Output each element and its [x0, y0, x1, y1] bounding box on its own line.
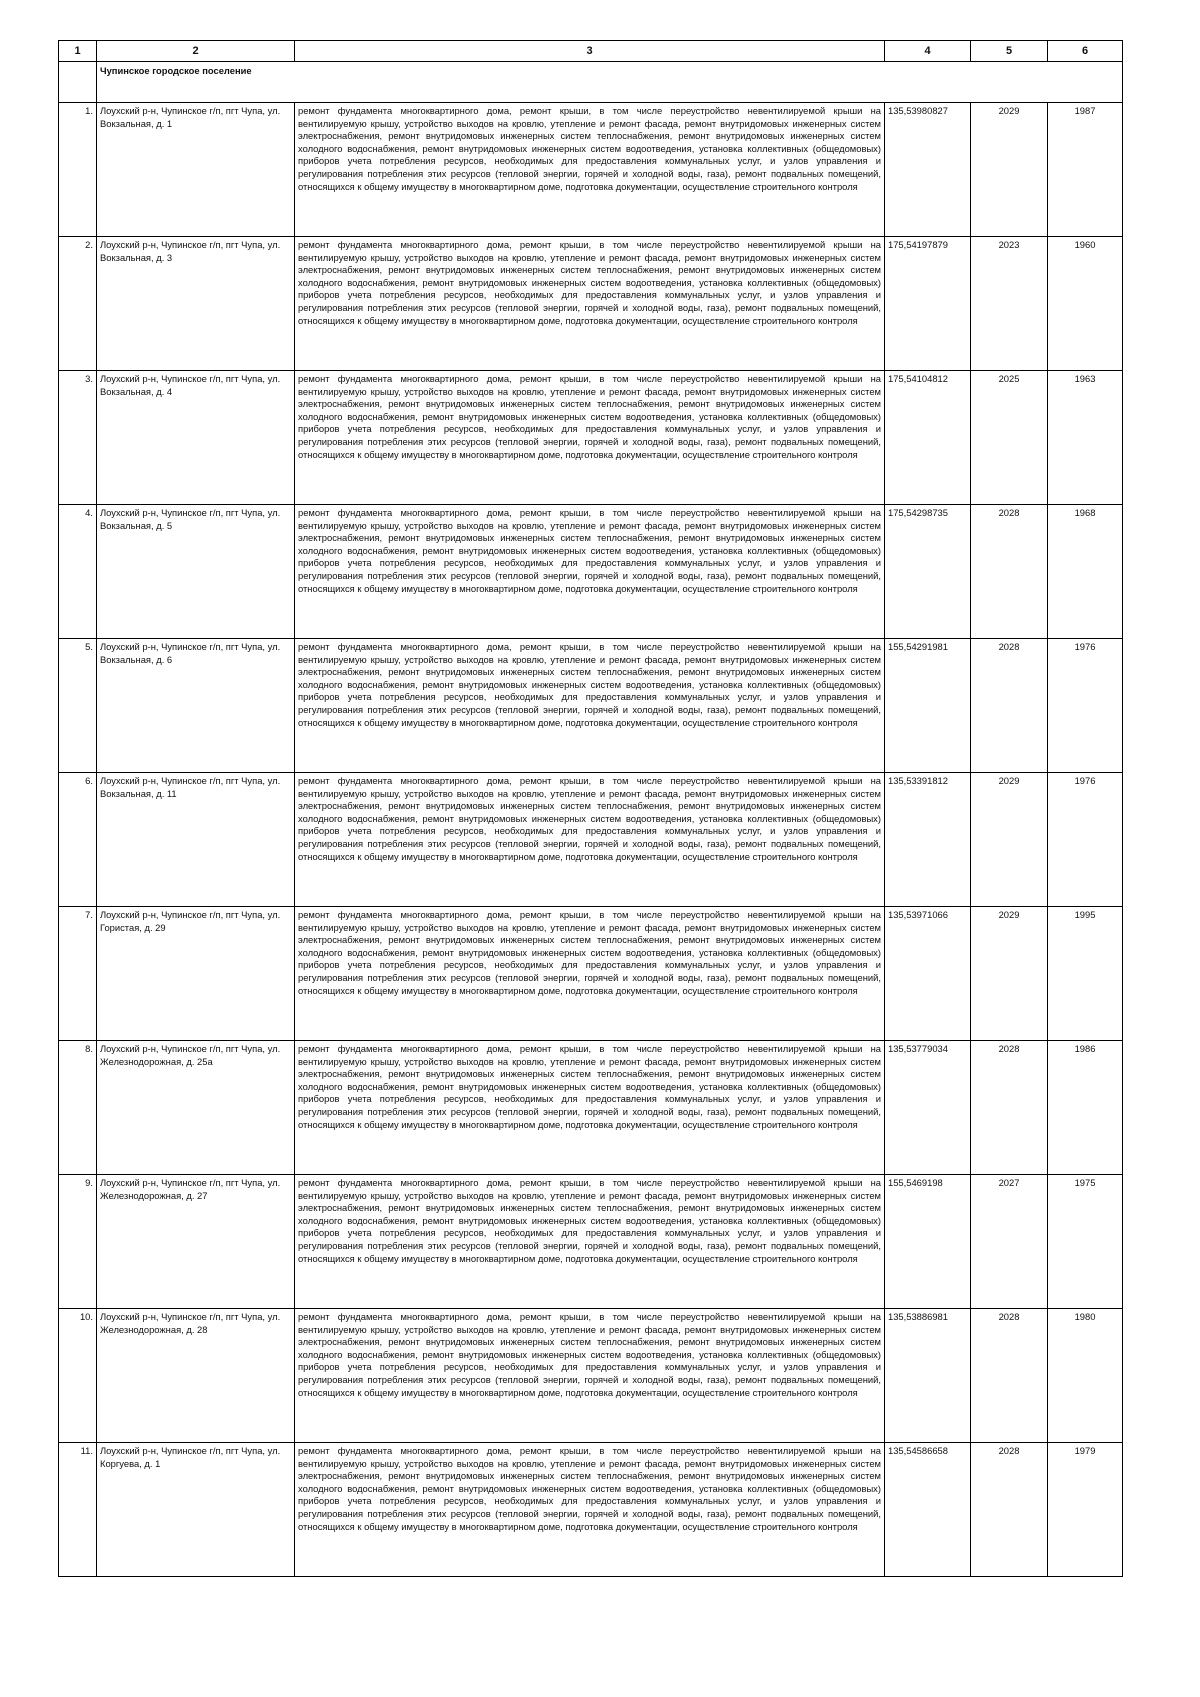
cost-value: 175,54298735 — [885, 505, 971, 639]
works-description: ремонт фундамента многоквартирного дома, ремонт крыши, в том числе переустройство невентилируемой крыши на вентилируемую крышу, устройство выходов на кровлю, утепление и ремонт фасада, ремонт внутридомовых инженерных систем электроснабжения, ремонт внутридомовых инженерных систем теплоснабжения, ремонт внутридомовых инженерных систем холодного водоснабжения, ремонт внутридомовых инженерных систем водоотведения, установка коллективных (общедомовых) приборов учета потребления ресурсов, необходимых для предоставления коммунальных услуг, и узлов управления и регулирования потребления этих ресурсов (тепловой энергии, горячей и холодной воды, газа), ремонт подвальных помещений, относящихся к общему имуществу в многоквартирном доме, подготовка документации, осуществление строительного контроля — [295, 639, 885, 773]
planned-year: 2029 — [971, 773, 1048, 907]
row-number: 10. — [59, 1309, 97, 1443]
cost-value: 135,53391812 — [885, 773, 971, 907]
works-description: ремонт фундамента многоквартирного дома, ремонт крыши, в том числе переустройство невентилируемой крыши на вентилируемую крышу, устройство выходов на кровлю, утепление и ремонт фасада, ремонт внутридомовых инженерных систем электроснабжения, ремонт внутридомовых инженерных систем теплоснабжения, ремонт внутридомовых инженерных систем холодного водоснабжения, ремонт внутридомовых инженерных систем водоотведения, установка коллективных (общедомовых) приборов учета потребления ресурсов, необходимых для предоставления коммунальных услуг, и узлов управления и регулирования потребления этих ресурсов (тепловой энергии, горячей и холодной воды, газа), ремонт подвальных помещений, относящихся к общему имуществу в многоквартирном доме, подготовка документации, осуществление строительного контроля — [295, 371, 885, 505]
row-number: 9. — [59, 1175, 97, 1309]
cost-value: 135,54586658 — [885, 1443, 971, 1577]
planned-year: 2029 — [971, 907, 1048, 1041]
planned-year: 2023 — [971, 237, 1048, 371]
register-table-body — [59, 41, 1123, 1577]
construction-year: 1963 — [1048, 371, 1123, 505]
cost-value: 135,53971066 — [885, 907, 971, 1041]
works-description: ремонт фундамента многоквартирного дома, ремонт крыши, в том числе переустройство невентилируемой крыши на вентилируемую крышу, устройство выходов на кровлю, утепление и ремонт фасада, ремонт внутридомовых инженерных систем электроснабжения, ремонт внутридомовых инженерных систем теплоснабжения, ремонт внутридомовых инженерных систем холодного водоснабжения, ремонт внутридомовых инженерных систем водоотведения, установка коллективных (общедомовых) приборов учета потребления ресурсов, необходимых для предоставления коммунальных услуг, и узлов управления и регулирования потребления этих ресурсов (тепловой энергии, горячей и холодной воды, газа), ремонт подвальных помещений, относящихся к общему имуществу в многоквартирном доме, подготовка документации, осуществление строительного контроля — [295, 1443, 885, 1577]
section-title: Чупинское городское поселение — [97, 62, 1123, 103]
cost-value: 135,53779034 — [885, 1041, 971, 1175]
row-number: 8. — [59, 1041, 97, 1175]
table-row — [59, 639, 1123, 773]
table-row — [59, 237, 1123, 371]
planned-year: 2029 — [971, 103, 1048, 237]
works-description: ремонт фундамента многоквартирного дома, ремонт крыши, в том числе переустройство невентилируемой крыши на вентилируемую крышу, устройство выходов на кровлю, утепление и ремонт фасада, ремонт внутридомовых инженерных систем электроснабжения, ремонт внутридомовых инженерных систем теплоснабжения, ремонт внутридомовых инженерных систем холодного водоснабжения, ремонт внутридомовых инженерных систем водоотведения, установка коллективных (общедомовых) приборов учета потребления ресурсов, необходимых для предоставления коммунальных услуг, и узлов управления и регулирования потребления этих ресурсов (тепловой энергии, горячей и холодной воды, газа), ремонт подвальных помещений, относящихся к общему имуществу в многоквартирном доме, подготовка документации, осуществление строительного контроля — [295, 237, 885, 371]
works-description: ремонт фундамента многоквартирного дома, ремонт крыши, в том числе переустройство невентилируемой крыши на вентилируемую крышу, устройство выходов на кровлю, утепление и ремонт фасада, ремонт внутридомовых инженерных систем электроснабжения, ремонт внутридомовых инженерных систем теплоснабжения, ремонт внутридомовых инженерных систем холодного водоснабжения, ремонт внутридомовых инженерных систем водоотведения, установка коллективных (общедомовых) приборов учета потребления ресурсов, необходимых для предоставления коммунальных услуг, и узлов управления и регулирования потребления этих ресурсов (тепловой энергии, горячей и холодной воды, газа), ремонт подвальных помещений, относящихся к общему имуществу в многоквартирном доме, подготовка документации, осуществление строительного контроля — [295, 773, 885, 907]
table-row — [59, 773, 1123, 907]
house-address: Лоухский р-н, Чупинское г/п, пгт Чупа, ул. Железнодорожная, д. 25а — [97, 1041, 295, 1175]
house-address: Лоухский р-н, Чупинское г/п, пгт Чупа, ул. Вокзальная, д. 3 — [97, 237, 295, 371]
planned-year: 2028 — [971, 639, 1048, 773]
house-address: Лоухский р-н, Чупинское г/п, пгт Чупа, ул. Железнодорожная, д. 27 — [97, 1175, 295, 1309]
row-number: 7. — [59, 907, 97, 1041]
works-description: ремонт фундамента многоквартирного дома, ремонт крыши, в том числе переустройство невентилируемой крыши на вентилируемую крышу, устройство выходов на кровлю, утепление и ремонт фасада, ремонт внутридомовых инженерных систем электроснабжения, ремонт внутридомовых инженерных систем теплоснабжения, ремонт внутридомовых инженерных систем холодного водоснабжения, ремонт внутридомовых инженерных систем водоотведения, установка коллективных (общедомовых) приборов учета потребления ресурсов, необходимых для предоставления коммунальных услуг, и узлов управления и регулирования потребления этих ресурсов (тепловой энергии, горячей и холодной воды, газа), ремонт подвальных помещений, относящихся к общему имуществу в многоквартирном доме, подготовка документации, осуществление строительного контроля — [295, 103, 885, 237]
works-description: ремонт фундамента многоквартирного дома, ремонт крыши, в том числе переустройство невентилируемой крыши на вентилируемую крышу, устройство выходов на кровлю, утепление и ремонт фасада, ремонт внутридомовых инженерных систем электроснабжения, ремонт внутридомовых инженерных систем теплоснабжения, ремонт внутридомовых инженерных систем холодного водоснабжения, ремонт внутридомовых инженерных систем водоотведения, установка коллективных (общедомовых) приборов учета потребления ресурсов, необходимых для предоставления коммунальных услуг, и узлов управления и регулирования потребления этих ресурсов (тепловой энергии, горячей и холодной воды, газа), ремонт подвальных помещений, относящихся к общему имуществу в многоквартирном доме, подготовка документации, осуществление строительного контроля — [295, 907, 885, 1041]
column-number-5: 5 — [971, 41, 1048, 62]
register-table — [58, 40, 1123, 1577]
row-number: 5. — [59, 639, 97, 773]
construction-year: 1975 — [1048, 1175, 1123, 1309]
planned-year: 2028 — [971, 1309, 1048, 1443]
row-number: 3. — [59, 371, 97, 505]
house-address: Лоухский р-н, Чупинское г/п, пгт Чупа, ул. Вокзальная, д. 6 — [97, 639, 295, 773]
construction-year: 1960 — [1048, 237, 1123, 371]
works-description: ремонт фундамента многоквартирного дома, ремонт крыши, в том числе переустройство невентилируемой крыши на вентилируемую крышу, устройство выходов на кровлю, утепление и ремонт фасада, ремонт внутридомовых инженерных систем электроснабжения, ремонт внутридомовых инженерных систем теплоснабжения, ремонт внутридомовых инженерных систем холодного водоснабжения, ремонт внутридомовых инженерных систем водоотведения, установка коллективных (общедомовых) приборов учета потребления ресурсов, необходимых для предоставления коммунальных услуг, и узлов управления и регулирования потребления этих ресурсов (тепловой энергии, горячей и холодной воды, газа), ремонт подвальных помещений, относящихся к общему имуществу в многоквартирном доме, подготовка документации, осуществление строительного контроля — [295, 505, 885, 639]
planned-year: 2025 — [971, 371, 1048, 505]
works-description: ремонт фундамента многоквартирного дома, ремонт крыши, в том числе переустройство невентилируемой крыши на вентилируемую крышу, устройство выходов на кровлю, утепление и ремонт фасада, ремонт внутридомовых инженерных систем электроснабжения, ремонт внутридомовых инженерных систем теплоснабжения, ремонт внутридомовых инженерных систем холодного водоснабжения, ремонт внутридомовых инженерных систем водоотведения, установка коллективных (общедомовых) приборов учета потребления ресурсов, необходимых для предоставления коммунальных услуг, и узлов управления и регулирования потребления этих ресурсов (тепловой энергии, горячей и холодной воды, газа), ремонт подвальных помещений, относящихся к общему имуществу в многоквартирном доме, подготовка документации, осуществление строительного контроля — [295, 1041, 885, 1175]
table-row — [59, 505, 1123, 639]
house-address: Лоухский р-н, Чупинское г/п, пгт Чупа, ул. Вокзальная, д. 11 — [97, 773, 295, 907]
table-row — [59, 1443, 1123, 1577]
row-number: 1. — [59, 103, 97, 237]
section-empty-cell — [59, 62, 97, 103]
cost-value: 135,53886981 — [885, 1309, 971, 1443]
table-row — [59, 907, 1123, 1041]
table-row — [59, 1309, 1123, 1443]
column-number-1: 1 — [59, 41, 97, 62]
row-number: 4. — [59, 505, 97, 639]
construction-year: 1976 — [1048, 639, 1123, 773]
table-row — [59, 1175, 1123, 1309]
column-number-2: 2 — [97, 41, 295, 62]
house-address: Лоухский р-н, Чупинское г/п, пгт Чупа, ул. Железнодорожная, д. 28 — [97, 1309, 295, 1443]
table-row — [59, 371, 1123, 505]
planned-year: 2028 — [971, 1443, 1048, 1577]
construction-year: 1980 — [1048, 1309, 1123, 1443]
section-row — [59, 62, 1123, 103]
column-number-3: 3 — [295, 41, 885, 62]
house-address: Лоухский р-н, Чупинское г/п, пгт Чупа, ул. Вокзальная, д. 4 — [97, 371, 295, 505]
cost-value: 175,54104812 — [885, 371, 971, 505]
row-number: 11. — [59, 1443, 97, 1577]
works-description: ремонт фундамента многоквартирного дома, ремонт крыши, в том числе переустройство невентилируемой крыши на вентилируемую крышу, устройство выходов на кровлю, утепление и ремонт фасада, ремонт внутридомовых инженерных систем электроснабжения, ремонт внутридомовых инженерных систем теплоснабжения, ремонт внутридомовых инженерных систем холодного водоснабжения, ремонт внутридомовых инженерных систем водоотведения, установка коллективных (общедомовых) приборов учета потребления ресурсов, необходимых для предоставления коммунальных услуг, и узлов управления и регулирования потребления этих ресурсов (тепловой энергии, горячей и холодной воды, газа), ремонт подвальных помещений, относящихся к общему имуществу в многоквартирном доме, подготовка документации, осуществление строительного контроля — [295, 1309, 885, 1443]
cost-value: 155,5469198 — [885, 1175, 971, 1309]
house-address: Лоухский р-н, Чупинское г/п, пгт Чупа, ул. Вокзальная, д. 1 — [97, 103, 295, 237]
construction-year: 1995 — [1048, 907, 1123, 1041]
construction-year: 1976 — [1048, 773, 1123, 907]
table-row — [59, 1041, 1123, 1175]
construction-year: 1968 — [1048, 505, 1123, 639]
column-number-row — [59, 41, 1123, 62]
construction-year: 1986 — [1048, 1041, 1123, 1175]
house-address: Лоухский р-н, Чупинское г/п, пгт Чупа, ул. Коргуева, д. 1 — [97, 1443, 295, 1577]
house-address: Лоухский р-н, Чупинское г/п, пгт Чупа, ул. Гористая, д. 29 — [97, 907, 295, 1041]
construction-year: 1979 — [1048, 1443, 1123, 1577]
row-number: 6. — [59, 773, 97, 907]
column-number-4: 4 — [885, 41, 971, 62]
planned-year: 2028 — [971, 1041, 1048, 1175]
planned-year: 2028 — [971, 505, 1048, 639]
house-address: Лоухский р-н, Чупинское г/п, пгт Чупа, ул. Вокзальная, д. 5 — [97, 505, 295, 639]
cost-value: 155,54291981 — [885, 639, 971, 773]
cost-value: 175,54197879 — [885, 237, 971, 371]
planned-year: 2027 — [971, 1175, 1048, 1309]
table-row — [59, 103, 1123, 237]
column-number-6: 6 — [1048, 41, 1123, 62]
row-number: 2. — [59, 237, 97, 371]
construction-year: 1987 — [1048, 103, 1123, 237]
works-description: ремонт фундамента многоквартирного дома, ремонт крыши, в том числе переустройство невентилируемой крыши на вентилируемую крышу, устройство выходов на кровлю, утепление и ремонт фасада, ремонт внутридомовых инженерных систем электроснабжения, ремонт внутридомовых инженерных систем теплоснабжения, ремонт внутридомовых инженерных систем холодного водоснабжения, ремонт внутридомовых инженерных систем водоотведения, установка коллективных (общедомовых) приборов учета потребления ресурсов, необходимых для предоставления коммунальных услуг, и узлов управления и регулирования потребления этих ресурсов (тепловой энергии, горячей и холодной воды, газа), ремонт подвальных помещений, относящихся к общему имуществу в многоквартирном доме, подготовка документации, осуществление строительного контроля — [295, 1175, 885, 1309]
cost-value: 135,53980827 — [885, 103, 971, 237]
